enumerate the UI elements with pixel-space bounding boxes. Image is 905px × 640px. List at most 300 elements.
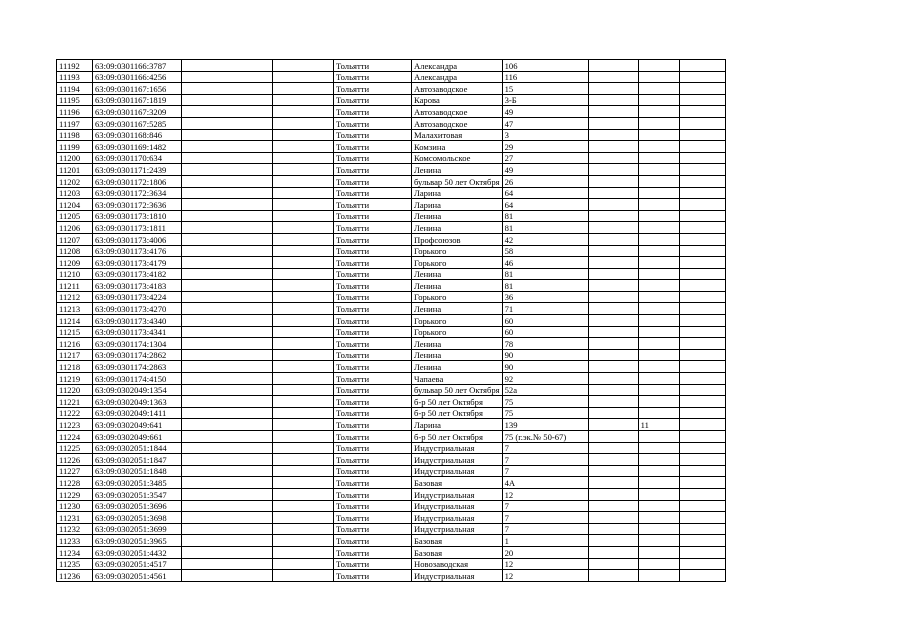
empty-col: [273, 164, 334, 176]
street-cell: Индустриальная: [412, 500, 503, 512]
empty-col: [182, 222, 273, 234]
empty-col: [588, 373, 638, 385]
cadastral-number: 63:09:0301168:846: [93, 129, 182, 141]
table-row: [57, 384, 726, 396]
empty-col: [182, 349, 273, 361]
cadastral-number: 63:09:0301174:1304: [93, 338, 182, 350]
street-cell: Малахитовая: [412, 129, 503, 141]
table-row: [57, 361, 726, 373]
city-cell: Тольятти: [334, 500, 412, 512]
empty-col: [273, 233, 334, 245]
empty-col: [588, 175, 638, 187]
city-cell: Тольятти: [334, 94, 412, 106]
city-cell: Тольятти: [334, 454, 412, 466]
empty-col: [273, 303, 334, 315]
row-number: 11214: [57, 315, 93, 327]
cadastral-number: 63:09:0301167:3209: [93, 106, 182, 118]
empty-col: [273, 465, 334, 477]
empty-col: [588, 315, 638, 327]
cadastral-number: 63:09:0302051:3698: [93, 512, 182, 524]
empty-col: [588, 349, 638, 361]
cadastral-number: 63:09:0301167:5285: [93, 117, 182, 129]
street-cell: Индустриальная: [412, 442, 503, 454]
empty-col: [182, 488, 273, 500]
house-cell: 75: [502, 396, 588, 408]
empty-col: [273, 488, 334, 500]
empty-col: [182, 315, 273, 327]
house-cell: 71: [502, 303, 588, 315]
house-cell: 60: [502, 326, 588, 338]
city-cell: Тольятти: [334, 512, 412, 524]
city-cell: Тольятти: [334, 407, 412, 419]
street-cell: Индустриальная: [412, 570, 503, 582]
apartment-cell: 11: [638, 419, 679, 431]
empty-col: [182, 454, 273, 466]
empty-col: [588, 233, 638, 245]
cadastral-number: 63:09:0302051:4517: [93, 558, 182, 570]
empty-col: [182, 338, 273, 350]
empty-col: [679, 396, 725, 408]
row-number: 11233: [57, 535, 93, 547]
city-cell: Тольятти: [334, 233, 412, 245]
row-number: 11221: [57, 396, 93, 408]
house-cell: 116: [502, 71, 588, 83]
empty-col: [588, 71, 638, 83]
cadastral-number: 63:09:0301172:1806: [93, 175, 182, 187]
table-row: [57, 222, 726, 234]
street-cell: Индустриальная: [412, 488, 503, 500]
empty-col: [588, 512, 638, 524]
row-number: 11196: [57, 106, 93, 118]
row-number: 11204: [57, 199, 93, 211]
empty-col: [588, 465, 638, 477]
empty-col: [679, 523, 725, 535]
cadastral-number: 63:09:0302051:4432: [93, 546, 182, 558]
house-cell: 47: [502, 117, 588, 129]
house-cell: 12: [502, 570, 588, 582]
table-row: [57, 233, 726, 245]
city-cell: Тольятти: [334, 71, 412, 83]
house-cell: 81: [502, 210, 588, 222]
empty-col: [182, 291, 273, 303]
apartment-cell: [638, 500, 679, 512]
street-cell: Автозаводское: [412, 106, 503, 118]
empty-col: [273, 523, 334, 535]
street-cell: бульвар 50 лет Октября: [412, 175, 503, 187]
empty-col: [679, 141, 725, 153]
city-cell: Тольятти: [334, 199, 412, 211]
table-row: [57, 454, 726, 466]
city-cell: Тольятти: [334, 268, 412, 280]
city-cell: Тольятти: [334, 210, 412, 222]
empty-col: [273, 326, 334, 338]
row-number: 11209: [57, 257, 93, 269]
house-cell: 106: [502, 60, 588, 72]
row-number: 11205: [57, 210, 93, 222]
apartment-cell: [638, 245, 679, 257]
row-number: 11224: [57, 431, 93, 443]
house-cell: 64: [502, 199, 588, 211]
empty-col: [273, 570, 334, 582]
empty-col: [679, 384, 725, 396]
empty-col: [679, 94, 725, 106]
apartment-cell: [638, 546, 679, 558]
street-cell: Базовая: [412, 546, 503, 558]
table-row: [57, 245, 726, 257]
empty-col: [273, 257, 334, 269]
house-cell: 7: [502, 500, 588, 512]
cadastral-number: 63:09:0301173:4224: [93, 291, 182, 303]
house-cell: 4А: [502, 477, 588, 489]
cadastral-number: 63:09:0302051:3965: [93, 535, 182, 547]
empty-col: [273, 442, 334, 454]
city-cell: Тольятти: [334, 349, 412, 361]
empty-col: [273, 222, 334, 234]
house-cell: 46: [502, 257, 588, 269]
house-cell: 20: [502, 546, 588, 558]
empty-col: [679, 175, 725, 187]
city-cell: Тольятти: [334, 465, 412, 477]
apartment-cell: [638, 164, 679, 176]
house-cell: 92: [502, 373, 588, 385]
house-cell: 3: [502, 129, 588, 141]
city-cell: Тольятти: [334, 535, 412, 547]
city-cell: Тольятти: [334, 431, 412, 443]
empty-col: [273, 431, 334, 443]
city-cell: Тольятти: [334, 315, 412, 327]
table-row: [57, 407, 726, 419]
empty-col: [273, 210, 334, 222]
cadastral-number: 63:09:0301173:1811: [93, 222, 182, 234]
empty-col: [182, 535, 273, 547]
empty-col: [679, 257, 725, 269]
street-cell: Ленина: [412, 210, 503, 222]
empty-col: [588, 326, 638, 338]
empty-col: [679, 117, 725, 129]
empty-col: [679, 199, 725, 211]
house-cell: 29: [502, 141, 588, 153]
row-number: 11200: [57, 152, 93, 164]
city-cell: Тольятти: [334, 222, 412, 234]
empty-col: [273, 71, 334, 83]
apartment-cell: [638, 129, 679, 141]
empty-col: [182, 523, 273, 535]
table-row: [57, 291, 726, 303]
cadastral-number: 63:09:0302051:4561: [93, 570, 182, 582]
row-number: 11202: [57, 175, 93, 187]
empty-col: [588, 396, 638, 408]
apartment-cell: [638, 210, 679, 222]
table-row: [57, 523, 726, 535]
street-cell: Александра: [412, 60, 503, 72]
apartment-cell: [638, 152, 679, 164]
city-cell: Тольятти: [334, 280, 412, 292]
empty-col: [679, 129, 725, 141]
apartment-cell: [638, 326, 679, 338]
empty-col: [679, 315, 725, 327]
empty-col: [273, 280, 334, 292]
city-cell: Тольятти: [334, 141, 412, 153]
city-cell: Тольятти: [334, 361, 412, 373]
empty-col: [679, 407, 725, 419]
empty-col: [588, 117, 638, 129]
street-cell: Автозаводское: [412, 83, 503, 95]
apartment-cell: [638, 222, 679, 234]
cadastral-number: 63:09:0301174:2863: [93, 361, 182, 373]
apartment-cell: [638, 233, 679, 245]
row-number: 11234: [57, 546, 93, 558]
cadastral-number: 63:09:0301173:4341: [93, 326, 182, 338]
table-row: [57, 570, 726, 582]
empty-col: [182, 442, 273, 454]
empty-col: [182, 419, 273, 431]
city-cell: Тольятти: [334, 187, 412, 199]
empty-col: [588, 60, 638, 72]
street-cell: Индустриальная: [412, 454, 503, 466]
empty-col: [679, 361, 725, 373]
table-row: [57, 442, 726, 454]
street-cell: Ленина: [412, 268, 503, 280]
cadastral-number: 63:09:0302049:1411: [93, 407, 182, 419]
registry-table: [56, 59, 726, 582]
table-row: [57, 349, 726, 361]
row-number: 11217: [57, 349, 93, 361]
empty-col: [182, 164, 273, 176]
table-row: [57, 106, 726, 118]
street-cell: б-р 50 лет Октября: [412, 396, 503, 408]
empty-col: [679, 431, 725, 443]
table-row: [57, 141, 726, 153]
apartment-cell: [638, 94, 679, 106]
empty-col: [273, 546, 334, 558]
empty-col: [588, 210, 638, 222]
table-row: [57, 373, 726, 385]
empty-col: [182, 83, 273, 95]
empty-col: [679, 488, 725, 500]
empty-col: [679, 280, 725, 292]
row-number: 11236: [57, 570, 93, 582]
street-cell: Ленина: [412, 222, 503, 234]
house-cell: 139: [502, 419, 588, 431]
city-cell: Тольятти: [334, 83, 412, 95]
apartment-cell: [638, 71, 679, 83]
empty-col: [273, 419, 334, 431]
empty-col: [182, 106, 273, 118]
empty-col: [182, 268, 273, 280]
table-row: [57, 500, 726, 512]
empty-col: [588, 535, 638, 547]
empty-col: [182, 407, 273, 419]
house-cell: 3-Б: [502, 94, 588, 106]
empty-col: [182, 396, 273, 408]
empty-col: [588, 141, 638, 153]
house-cell: 1: [502, 535, 588, 547]
street-cell: Ленина: [412, 303, 503, 315]
street-cell: Карова: [412, 94, 503, 106]
table-row: [57, 465, 726, 477]
house-cell: 7: [502, 512, 588, 524]
city-cell: Тольятти: [334, 373, 412, 385]
row-number: 11195: [57, 94, 93, 106]
empty-col: [679, 477, 725, 489]
house-cell: 12: [502, 558, 588, 570]
empty-col: [182, 245, 273, 257]
empty-col: [679, 500, 725, 512]
empty-col: [273, 500, 334, 512]
empty-col: [273, 187, 334, 199]
empty-col: [679, 442, 725, 454]
empty-col: [588, 199, 638, 211]
empty-col: [182, 187, 273, 199]
empty-col: [679, 233, 725, 245]
table-row: [57, 152, 726, 164]
cadastral-number: 63:09:0302051:1847: [93, 454, 182, 466]
empty-col: [679, 222, 725, 234]
cadastral-number: 63:09:0301166:4256: [93, 71, 182, 83]
empty-col: [182, 384, 273, 396]
house-cell: 7: [502, 454, 588, 466]
empty-col: [273, 141, 334, 153]
row-number: 11208: [57, 245, 93, 257]
table-row: [57, 488, 726, 500]
empty-col: [588, 338, 638, 350]
empty-col: [679, 187, 725, 199]
city-cell: Тольятти: [334, 396, 412, 408]
empty-col: [182, 465, 273, 477]
city-cell: Тольятти: [334, 558, 412, 570]
empty-col: [273, 245, 334, 257]
empty-col: [182, 373, 273, 385]
row-number: 11225: [57, 442, 93, 454]
table-row: [57, 303, 726, 315]
table-row: [57, 280, 726, 292]
table-row: [57, 338, 726, 350]
city-cell: Тольятти: [334, 384, 412, 396]
street-cell: Индустриальная: [412, 523, 503, 535]
street-cell: Ларина: [412, 199, 503, 211]
empty-col: [679, 245, 725, 257]
empty-col: [588, 570, 638, 582]
apartment-cell: [638, 477, 679, 489]
street-cell: Горького: [412, 315, 503, 327]
street-cell: Ленина: [412, 164, 503, 176]
street-cell: Комсомольское: [412, 152, 503, 164]
cadastral-number: 63:09:0301169:1482: [93, 141, 182, 153]
empty-col: [182, 326, 273, 338]
empty-col: [273, 152, 334, 164]
apartment-cell: [638, 361, 679, 373]
empty-col: [588, 257, 638, 269]
street-cell: Горького: [412, 291, 503, 303]
cadastral-number: 63:09:0301173:4176: [93, 245, 182, 257]
empty-col: [679, 512, 725, 524]
row-number: 11232: [57, 523, 93, 535]
empty-col: [273, 454, 334, 466]
empty-col: [679, 71, 725, 83]
cadastral-number: 63:09:0302051:1844: [93, 442, 182, 454]
house-cell: 58: [502, 245, 588, 257]
house-cell: 12: [502, 488, 588, 500]
empty-col: [273, 396, 334, 408]
city-cell: Тольятти: [334, 303, 412, 315]
empty-col: [273, 349, 334, 361]
empty-col: [273, 477, 334, 489]
empty-col: [182, 152, 273, 164]
house-cell: 36: [502, 291, 588, 303]
apartment-cell: [638, 117, 679, 129]
city-cell: Тольятти: [334, 419, 412, 431]
street-cell: Чапаева: [412, 373, 503, 385]
row-number: 11212: [57, 291, 93, 303]
row-number: 11220: [57, 384, 93, 396]
empty-col: [588, 546, 638, 558]
empty-col: [588, 152, 638, 164]
row-number: 11226: [57, 454, 93, 466]
empty-col: [679, 465, 725, 477]
apartment-cell: [638, 291, 679, 303]
empty-col: [588, 106, 638, 118]
empty-col: [182, 500, 273, 512]
city-cell: Тольятти: [334, 488, 412, 500]
empty-col: [273, 373, 334, 385]
empty-col: [273, 558, 334, 570]
row-number: 11228: [57, 477, 93, 489]
street-cell: Ленина: [412, 361, 503, 373]
house-cell: 7: [502, 465, 588, 477]
apartment-cell: [638, 558, 679, 570]
table-row: [57, 431, 726, 443]
empty-col: [588, 488, 638, 500]
apartment-cell: [638, 187, 679, 199]
cadastral-number: 63:09:0302051:3699: [93, 523, 182, 535]
apartment-cell: [638, 570, 679, 582]
apartment-cell: [638, 175, 679, 187]
row-number: 11193: [57, 71, 93, 83]
cadastral-number: 63:09:0302049:661: [93, 431, 182, 443]
table-row: [57, 175, 726, 187]
empty-col: [679, 535, 725, 547]
empty-col: [679, 546, 725, 558]
empty-col: [588, 164, 638, 176]
empty-col: [679, 349, 725, 361]
table-row: [57, 164, 726, 176]
house-cell: 75 (г.эк.№ 50-67): [502, 431, 588, 443]
empty-col: [588, 407, 638, 419]
empty-col: [182, 60, 273, 72]
empty-col: [182, 431, 273, 443]
empty-col: [588, 83, 638, 95]
apartment-cell: [638, 338, 679, 350]
empty-col: [588, 384, 638, 396]
empty-col: [588, 477, 638, 489]
cadastral-number: 63:09:0301171:2439: [93, 164, 182, 176]
table-row: [57, 535, 726, 547]
row-number: 11198: [57, 129, 93, 141]
empty-col: [182, 512, 273, 524]
empty-col: [588, 291, 638, 303]
house-cell: 26: [502, 175, 588, 187]
apartment-cell: [638, 315, 679, 327]
empty-col: [182, 71, 273, 83]
table-row: [57, 83, 726, 95]
apartment-cell: [638, 373, 679, 385]
row-number: 11213: [57, 303, 93, 315]
empty-col: [588, 268, 638, 280]
empty-col: [273, 199, 334, 211]
empty-col: [679, 570, 725, 582]
house-cell: 15: [502, 83, 588, 95]
cadastral-number: 63:09:0301173:4179: [93, 257, 182, 269]
